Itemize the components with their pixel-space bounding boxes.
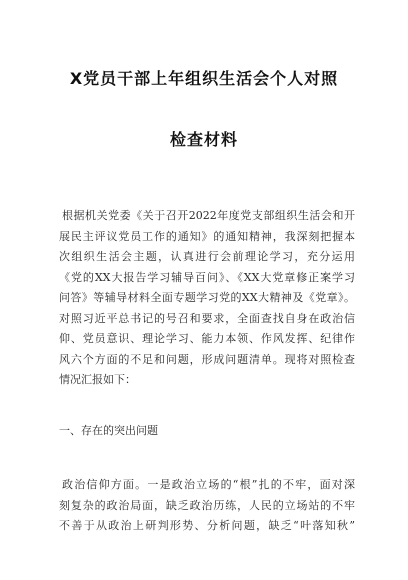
intro-line: 风六个方面的不足和问题，形成问题清单。现将对照检查: [59, 352, 355, 366]
intro-line: 《党的XX大报告学习辅导百问》、《XX大党章修正案学习: [59, 270, 355, 284]
intro-paragraph: [59, 206, 355, 391]
section-heading: 一、存在的突出问题: [59, 424, 158, 437]
intro-line: 展民主评议党员工作的通知》的通知精神，我深刻把握本: [59, 229, 355, 243]
document-title-line-2: 检查材料: [169, 130, 238, 149]
political-belief-line: 刻复杂的政治局面，缺乏政治历练，人民的立场站的不牢: [59, 498, 355, 512]
intro-line: 对照习近平总书记的号召和要求，全面查找自身在政治信: [59, 311, 355, 325]
political-belief-line: 不善于从政治上研判形势、分析问题，缺乏“叶落知秋”: [59, 519, 355, 532]
political-belief-paragraph: [59, 475, 355, 537]
intro-line: 仰、党员意识、理论学习、能力本领、作风发挥、纪律作: [59, 332, 355, 345]
intro-line: 次组织生活会主题，认真进行会前理论学习，充分运用: [59, 250, 355, 263]
intro-line: 问答》等辅导材料全面专题学习党的XX大精神及《党章》。: [59, 291, 355, 304]
intro-line: 情况汇报如下：: [59, 373, 136, 386]
political-belief-line: 政治信仰方面。一是政治立场的“根”扎的不牢，面对深: [62, 478, 355, 491]
document-title-line-1: X党员干部上年组织生活会个人对照: [69, 69, 339, 88]
intro-line: 根据机关党委《关于召开2022年度党支部组织生活会和开: [62, 209, 355, 222]
